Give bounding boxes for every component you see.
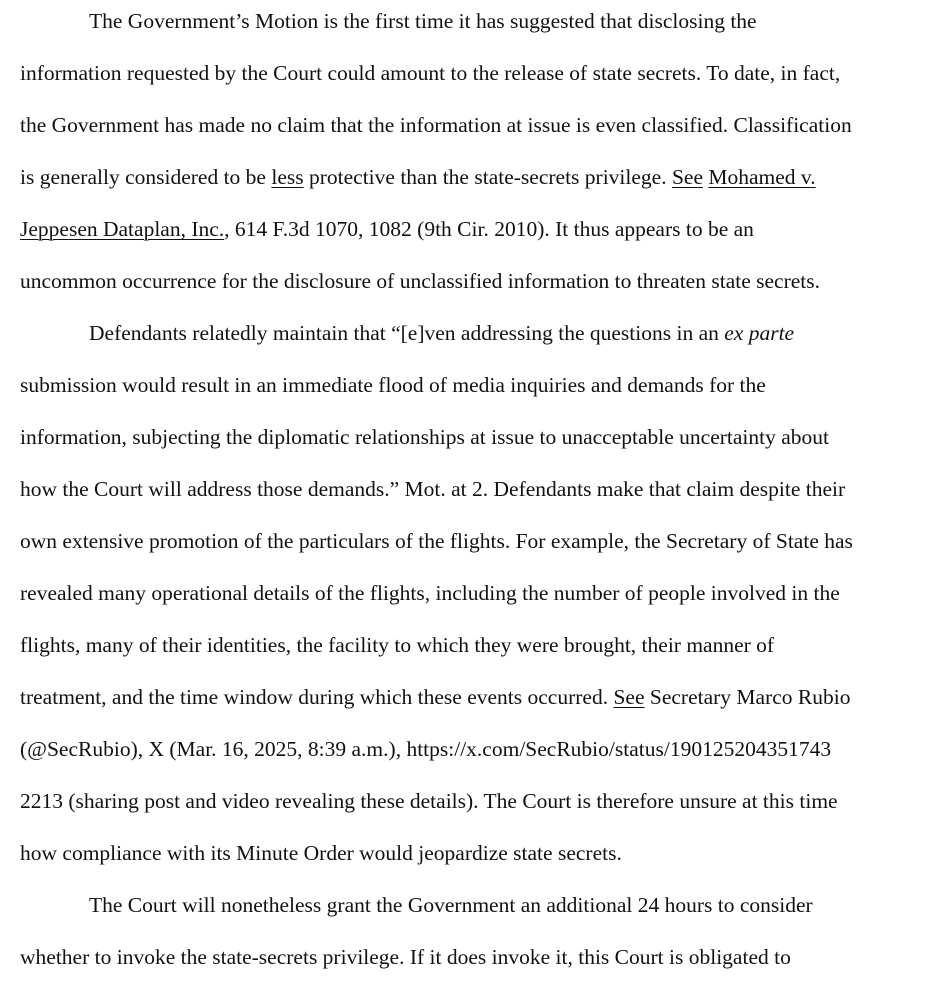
paragraph-2-line-8 <box>20 683 851 711</box>
paragraph-2-line-2: submission would result in an immediate flood of media inquiries and demands for the <box>20 373 766 397</box>
paragraph-1-line-4 <box>20 163 816 191</box>
paragraph-2-line-3: information, subjecting the diplomatic relationships at issue to unacceptable uncertainty about <box>20 425 830 449</box>
text-segment: , 614 F.3d 1070, 1082 (9th Cir. 2010). It thus appears to be an <box>224 217 754 241</box>
paragraph-2-line-10: 2213 (sharing post and video revealing these details). The Court is therefore unsure at this time <box>20 789 838 813</box>
paragraph-2-line-4: how the Court will address those demands.” Mot. at 2. Defendants make that claim despite their <box>20 477 846 501</box>
case-name: Mohamed v. <box>708 165 816 189</box>
paragraph-3-line-2: whether to invoke the state-secrets privilege. If it does invoke it, this Court is obligated to <box>20 945 791 969</box>
text-segment: Defendants relatedly maintain that “[e]ven addressing the questions in an <box>89 321 725 345</box>
paragraph-1-line-5 <box>20 215 754 243</box>
paragraph-2-line-1 <box>89 319 794 347</box>
emphasis-less: less <box>271 165 304 189</box>
italic-ex-parte: ex parte <box>724 321 795 345</box>
citation-signal-see: See <box>613 685 645 709</box>
paragraph-2-line-7: flights, many of their identities, the facility to which they were brought, their manner of <box>20 633 775 657</box>
paragraph-2-line-5: own extensive promotion of the particulars of the flights. For example, the Secretary of State has <box>20 529 853 553</box>
text-segment: is generally considered to be <box>20 165 272 189</box>
citation-signal-see: See <box>671 165 703 189</box>
paragraph-3-line-1: The Court will nonetheless grant the Government an additional 24 hours to consider <box>89 893 813 917</box>
paragraph-1-line-2: information requested by the Court could amount to the release of state secrets. To date, in fact, <box>20 61 841 85</box>
case-name: Jeppesen Dataplan, Inc. <box>20 217 225 241</box>
paragraph-1-line-3: the Government has made no claim that the information at issue is even classified. Classification <box>20 113 852 137</box>
paragraph-1-line-1: The Government’s Motion is the first time it has suggested that disclosing the <box>89 9 757 33</box>
text-segment: treatment, and the time window during which these events occurred. <box>20 685 614 709</box>
paragraph-1-line-6: uncommon occurrence for the disclosure of unclassified information to threaten state secrets. <box>20 269 820 293</box>
paragraph-2-line-9: (@SecRubio), X (Mar. 16, 2025, 8:39 a.m.), https://x.com/SecRubio/status/190125204351743 <box>20 737 832 761</box>
text-segment: protective than the state-secrets privilege. <box>303 165 672 189</box>
paragraph-2-line-6: revealed many operational details of the flights, including the number of people involved in the <box>20 581 840 605</box>
text-segment: Secretary Marco Rubio <box>644 685 851 709</box>
paragraph-2-line-11: how compliance with its Minute Order would jeopardize state secrets. <box>20 841 622 865</box>
